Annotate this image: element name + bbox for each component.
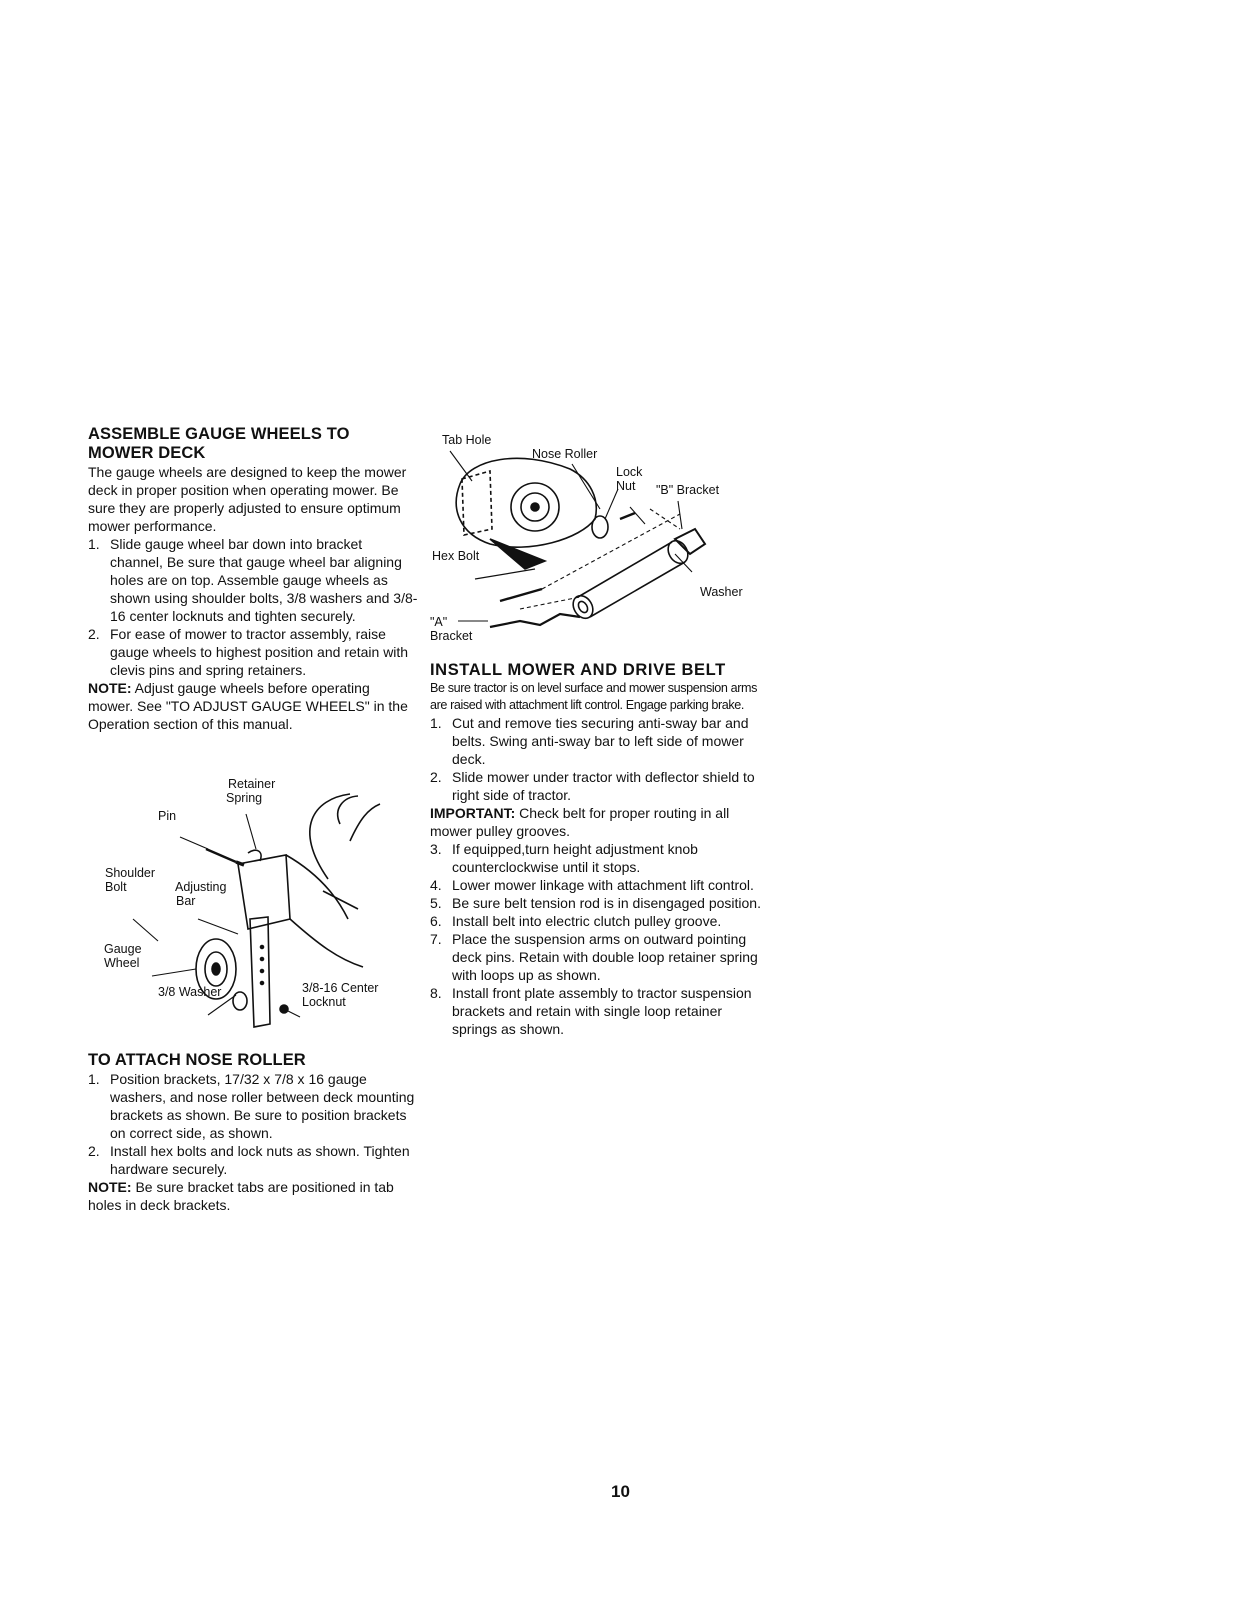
label-wheel: Wheel bbox=[104, 956, 140, 970]
label-tab-hole: Tab Hole bbox=[442, 433, 492, 447]
step-number: 1. bbox=[88, 536, 100, 552]
step-text: Cut and remove ties securing anti-sway bar and belts. Swing anti-sway bar to left side of mower deck. bbox=[452, 715, 749, 767]
right-column bbox=[430, 425, 770, 1038]
step-text: Lower mower linkage with attachment lift control. bbox=[452, 877, 754, 893]
nose-roller-steps bbox=[88, 1070, 418, 1178]
label-pin: Pin bbox=[158, 809, 177, 823]
important-note bbox=[430, 804, 770, 840]
list-item bbox=[88, 535, 418, 625]
label-adjusting: Adjusting bbox=[175, 880, 227, 894]
install-mower-heading: INSTALL MOWER AND DRIVE BELT bbox=[430, 661, 726, 679]
install-mower-intro: Be sure tractor is on level surface and mower suspension arms are raised with attachment lift control. Engage parking brake. bbox=[430, 681, 757, 712]
step-text: Install front plate assembly to tractor suspension brackets and retain with single loop retainer springs as shown. bbox=[452, 985, 752, 1037]
step-number: 1. bbox=[430, 715, 442, 731]
heading-line-1: ASSEMBLE GAUGE WHEELS TO bbox=[88, 425, 350, 443]
list-item bbox=[430, 984, 770, 1038]
heading-line-2: MOWER DECK bbox=[88, 444, 206, 462]
label-nut: Nut bbox=[616, 479, 636, 493]
list-item bbox=[88, 625, 418, 679]
label-b-bracket: "B" Bracket bbox=[656, 483, 720, 497]
label-gauge: Gauge bbox=[104, 942, 142, 956]
label-a: "A" bbox=[430, 615, 448, 629]
page-number: 10 bbox=[611, 1482, 630, 1501]
step-text: Install hex bolts and lock nuts as shown. Tighten hardware securely. bbox=[110, 1143, 410, 1177]
step-number: 5. bbox=[430, 895, 442, 911]
list-item bbox=[430, 768, 770, 804]
note-text: Be sure bracket tabs are positioned in tab holes in deck brackets. bbox=[88, 1179, 394, 1213]
left-column bbox=[88, 425, 418, 1214]
step-number: 8. bbox=[430, 985, 442, 1001]
nose-roller-heading: TO ATTACH NOSE ROLLER bbox=[88, 1051, 306, 1069]
label-bar: Bar bbox=[176, 894, 196, 908]
label-locknut: Locknut bbox=[302, 995, 346, 1009]
gauge-wheels-note bbox=[88, 679, 418, 733]
install-mower-steps-a bbox=[430, 714, 770, 804]
label-hex-bolt: Hex Bolt bbox=[432, 549, 480, 563]
list-item bbox=[430, 876, 770, 894]
label-retainer: Retainer bbox=[228, 777, 276, 791]
label-nose-roller: Nose Roller bbox=[532, 447, 598, 461]
note-text: Adjust gauge wheels before operating mower. See "TO ADJUST GAUGE WHEELS" in the Operation section of this manual. bbox=[88, 680, 408, 732]
step-text: Slide mower under tractor with deflector shield to right side of tractor. bbox=[452, 769, 755, 803]
label-a-bracket: Bracket bbox=[430, 629, 473, 643]
step-number: 3. bbox=[430, 841, 442, 857]
gauge-wheel-figure bbox=[88, 769, 418, 1039]
step-number: 6. bbox=[430, 913, 442, 929]
list-item bbox=[430, 714, 770, 768]
gauge-wheels-steps bbox=[88, 535, 418, 679]
install-mower-steps-b bbox=[430, 840, 770, 1038]
label-center-locknut: 3/8-16 Center bbox=[302, 981, 379, 995]
step-text: Position brackets, 17/32 x 7/8 x 16 gauge washers, and nose roller between deck mounting brackets as shown. Be sure to position brackets on correct side, as shown. bbox=[110, 1071, 415, 1141]
nose-roller-note bbox=[88, 1178, 418, 1214]
list-item bbox=[88, 1142, 418, 1178]
step-number: 1. bbox=[88, 1071, 100, 1087]
gauge-wheels-heading bbox=[88, 425, 418, 463]
gauge-wheels-intro: The gauge wheels are designed to keep the mower deck in proper position when operating mower. Be sure they are properly adjusted to ensure optimum mower performance. bbox=[88, 464, 407, 534]
step-text: Be sure belt tension rod is in disengaged position. bbox=[452, 895, 761, 911]
step-text: Install belt into electric clutch pulley groove. bbox=[452, 913, 722, 929]
label-washer: Washer bbox=[700, 585, 743, 599]
step-number: 2. bbox=[88, 626, 100, 642]
list-item bbox=[430, 840, 770, 876]
note-label: NOTE: bbox=[88, 680, 132, 696]
list-item bbox=[430, 912, 770, 930]
step-text: Slide gauge wheel bar down into bracket channel, Be sure that gauge wheel bar aligning holes are on top. Assemble gauge wheels as shown using shoulder bolts, 3/8 washers and 3/8-16 center locknuts and tighten securely. bbox=[110, 536, 418, 624]
list-item bbox=[430, 930, 770, 984]
label-bolt: Bolt bbox=[105, 880, 127, 894]
step-text: For ease of mower to tractor assembly, raise gauge wheels to highest position and retain with clevis pins and spring retainers. bbox=[110, 626, 409, 678]
important-label: IMPORTANT: bbox=[430, 805, 516, 821]
gauge-wheel-illustration bbox=[88, 769, 418, 1039]
step-number: 2. bbox=[430, 769, 442, 785]
label-spring: Spring bbox=[226, 791, 263, 805]
step-text: If equipped,turn height adjustment knob counterclockwise until it stops. bbox=[452, 841, 698, 875]
label-lock: Lock bbox=[616, 465, 643, 479]
note-label: NOTE: bbox=[88, 1179, 132, 1195]
nose-roller-illustration bbox=[430, 429, 770, 651]
nose-roller-figure bbox=[430, 429, 770, 651]
label-shoulder: Shoulder bbox=[105, 866, 156, 880]
step-text: Place the suspension arms on outward pointing deck pins. Retain with double loop retainer spring with loops up as shown. bbox=[452, 931, 758, 983]
list-item bbox=[430, 894, 770, 912]
important-text: Check belt for proper routing in all mower pulley grooves. bbox=[430, 805, 730, 839]
label-washer: 3/8 Washer bbox=[158, 985, 222, 999]
step-number: 4. bbox=[430, 877, 442, 893]
list-item bbox=[88, 1070, 418, 1142]
step-number: 7. bbox=[430, 931, 442, 947]
step-number: 2. bbox=[88, 1143, 100, 1159]
